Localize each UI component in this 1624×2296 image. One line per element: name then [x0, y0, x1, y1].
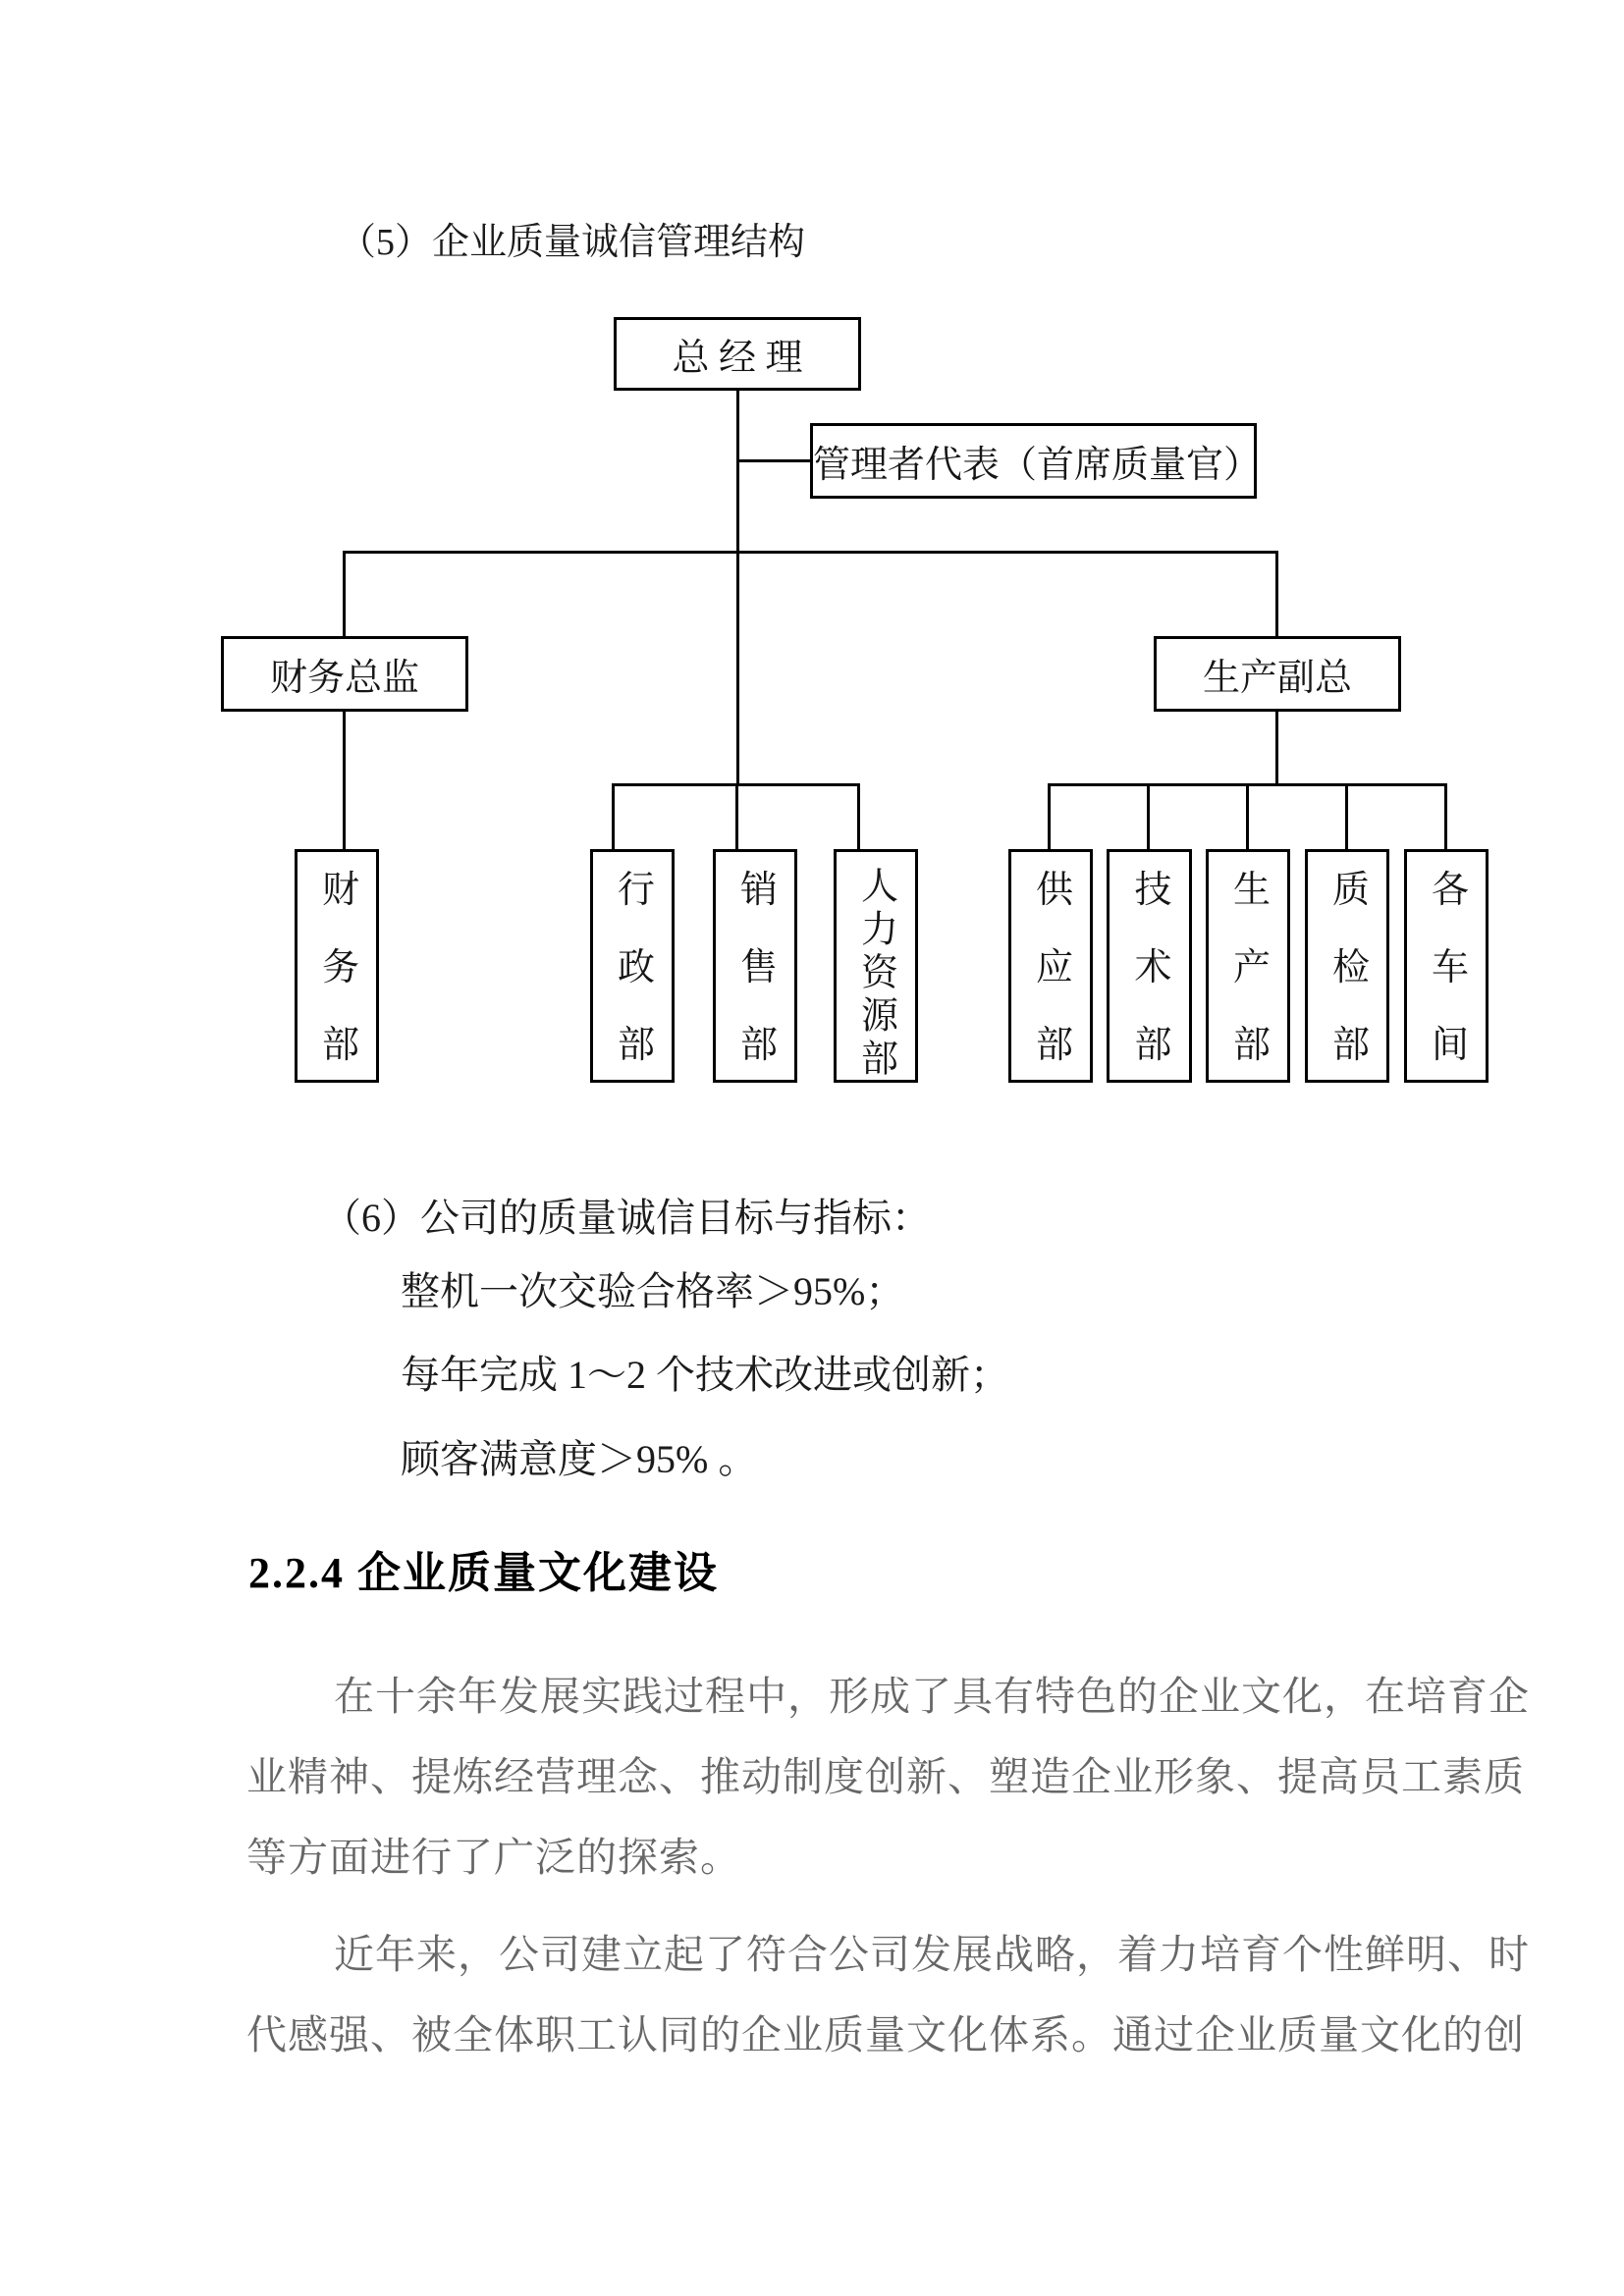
org-box-label: 各车间	[1425, 869, 1467, 1102]
org-box-label: 行政部	[611, 869, 653, 1102]
paragraph-2-line-2: 代感强、被全体职工认同的企业质量文化体系。通过企业质量文化的创	[246, 2012, 1525, 2057]
connector-sales-drop	[735, 783, 738, 852]
org-box-label: 技术部	[1128, 869, 1169, 1102]
connector-main-horizontal	[343, 551, 1278, 554]
connector-technology-drop	[1147, 783, 1150, 852]
org-box-dept-workshops	[1404, 849, 1489, 1102]
connector-cfo-vertical	[343, 551, 346, 639]
org-box-dept-technology	[1107, 849, 1192, 1102]
org-box-label: 生产副总	[1202, 658, 1352, 699]
connector-vp-drop	[1275, 712, 1278, 786]
org-box-dept-admin	[590, 849, 675, 1102]
heading-section-6: （6）公司的质量诚信目标与指标：	[322, 1196, 931, 1240]
connector-supply-drop	[1048, 783, 1051, 852]
connector-admin-drop	[612, 783, 615, 852]
org-box-label: 财务总监	[269, 658, 419, 699]
org-box-label: 人力资源部	[854, 866, 896, 1082]
goal-line-3: 顾客满意度＞95% 。	[401, 1437, 758, 1481]
connector-quality-drop	[1345, 783, 1348, 852]
paragraph-1-line-1: 在十余年发展实践过程中，形成了具有特色的企业文化，在培育企	[334, 1674, 1530, 1719]
org-box-label: 供应部	[1029, 869, 1071, 1102]
org-box-dept-supply	[1008, 849, 1093, 1102]
heading-section-5: （5）企业质量诚信管理结构	[339, 222, 806, 263]
connector-rep-horizontal	[737, 459, 812, 462]
paragraph-1-line-2: 业精神、提炼经营理念、推动制度创新、塑造企业形象、提高员工素质	[246, 1754, 1525, 1799]
goal-line-1: 整机一次交验合格率＞95%；	[401, 1269, 905, 1313]
org-box-dept-finance	[295, 849, 379, 1102]
connector-hr-drop	[857, 783, 860, 852]
paragraph-1-line-3: 等方面进行了广泛的探索。	[246, 1835, 741, 1880]
connector-center-vertical	[736, 391, 739, 786]
org-box-label: 销售部	[733, 869, 776, 1102]
org-box-general-manager	[614, 317, 861, 391]
org-box-label: 总 经 理	[672, 338, 803, 379]
connector-finance-drop	[343, 712, 346, 849]
connector-vp-vertical	[1275, 551, 1278, 639]
org-box-finance-director	[221, 636, 468, 712]
org-box-quality-rep	[810, 423, 1262, 499]
org-box-label: 生产部	[1226, 869, 1269, 1102]
org-box-label: 财务部	[315, 869, 357, 1102]
org-box-dept-quality-inspection	[1305, 849, 1389, 1102]
org-box-dept-production	[1206, 849, 1290, 1102]
paragraph-2-line-1: 近年来，公司建立起了符合公司发展战略，着力培育个性鲜明、时	[334, 1932, 1530, 1977]
goal-line-2: 每年完成 1～2 个技术改进或创新；	[401, 1353, 1009, 1397]
org-box-label: 质检部	[1326, 869, 1368, 1102]
org-box-label: 管理者代表（首席质量官）	[813, 445, 1262, 486]
org-box-dept-sales	[713, 849, 797, 1102]
section-heading-2-2-4: 2.2.4 企业质量文化建设	[248, 1549, 719, 1597]
connector-production-drop	[1246, 783, 1249, 852]
org-box-dept-hr	[834, 849, 918, 1083]
connector-workshop-drop	[1444, 783, 1447, 852]
org-box-production-vp	[1154, 636, 1401, 712]
